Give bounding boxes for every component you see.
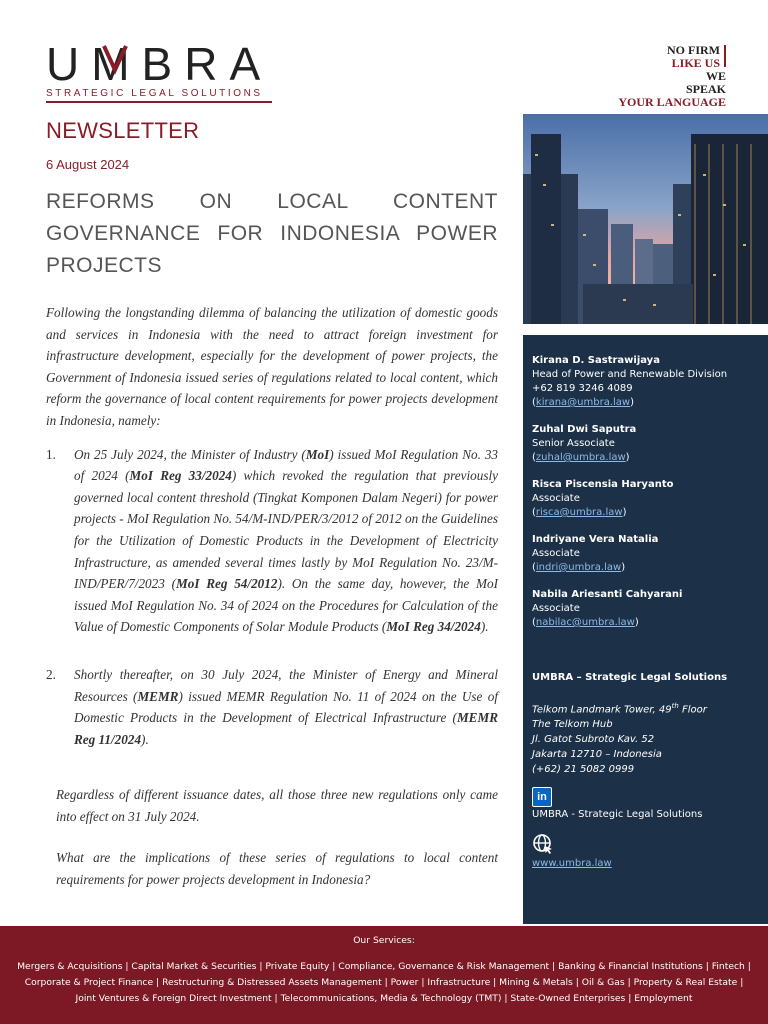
contact-role: Senior Associate bbox=[532, 438, 615, 449]
contact-phone: +62 819 3246 4089 bbox=[532, 383, 633, 394]
office-address bbox=[532, 699, 707, 777]
tagline-line-3: WE bbox=[705, 69, 726, 83]
term-bold: MoI Reg 54/2012 bbox=[176, 576, 278, 592]
contact-card: Indriyane Vera Natalia Associate (indri@umbra.law) bbox=[532, 533, 762, 575]
contacts-sidebar bbox=[523, 335, 768, 924]
address-line: Floor bbox=[678, 704, 707, 716]
logo-subtitle: STRATEGIC LEGAL SOLUTIONS bbox=[46, 88, 263, 99]
term-bold: MoI bbox=[305, 446, 330, 462]
article-intro: Following the longstanding dilemma of balancing the utilization of domestic goods and services in Indonesia with the need to attract foreign investment for infrastructure development, especially for the development of power projects, the Government of Indonesia issued series of regulations related to local content, which reform the governance of local content requirements for power projects development in Indonesia, namely: bbox=[46, 305, 498, 428]
contact-name: Zuhal Dwi Saputra bbox=[532, 424, 637, 435]
firm-name: UMBRA – Strategic Legal Solutions bbox=[532, 672, 728, 683]
contact-email-link[interactable]: zuhal@umbra.law bbox=[535, 452, 626, 463]
article-body bbox=[46, 302, 498, 891]
umbra-logo bbox=[46, 40, 276, 103]
contact-name: Risca Piscensia Haryanto bbox=[532, 479, 674, 490]
term-bold: MoI Reg 34/2024 bbox=[386, 619, 481, 635]
website-link[interactable]: www.umbra.law bbox=[532, 858, 612, 869]
list-item bbox=[46, 664, 498, 750]
contact-email-link[interactable]: indri@umbra.law bbox=[535, 562, 622, 573]
tagline bbox=[618, 44, 726, 109]
address-line: Jakarta 12710 – Indonesia bbox=[532, 749, 662, 761]
address-superscript: th bbox=[671, 702, 679, 710]
article-title: REFORMS ON LOCAL CONTENT GOVERNANCE FOR INDONESIA POWER PROJECTS bbox=[46, 190, 498, 277]
contact-card: Kirana D. Sastrawijaya Head of Power and Renewable Division +62 819 3246 4089 (kirana@umbra.law) bbox=[532, 354, 762, 410]
list-text: Shortly thereafter, on 30 July 2024, the Minister of Energy and Mineral Resources ( bbox=[74, 666, 498, 704]
contact-email-link[interactable]: kirana@umbra.law bbox=[535, 397, 631, 408]
term-bold: MEMR Reg 11/2024 bbox=[74, 710, 498, 747]
services-footer bbox=[0, 926, 768, 1024]
tagline-line-5: YOUR LANGUAGE bbox=[618, 95, 726, 109]
list-text: On 25 July 2024, the Minister of Industry ( bbox=[74, 446, 306, 462]
term-bold: MoI Reg 33/2024 bbox=[129, 468, 232, 484]
contact-card: Zuhal Dwi Saputra Senior Associate (zuhal@umbra.law) bbox=[532, 423, 762, 465]
tagline-line-4: SPEAK bbox=[685, 82, 726, 96]
contact-role: Head of Power and Renewable Division bbox=[532, 369, 728, 380]
list-text: ). On the same day, however, the MoI issued MoI Regulation No. 34 of 2024 on the Procedures for Calculation of the Value of Domestic Components of Solar Module Products ( bbox=[74, 576, 498, 635]
globe-icon[interactable] bbox=[532, 833, 554, 855]
section-label: NEWSLETTER bbox=[46, 118, 200, 143]
contact-card: Nabila Ariesanti Cahyarani Associate (nabilac@umbra.law) bbox=[532, 588, 762, 630]
city-skyline-photo bbox=[523, 114, 768, 324]
list-text: ) issued MEMR Regulation No. 11 of 2024 on the Use of Domestic Products in the Development of Electrical Infrastructure ( bbox=[74, 688, 498, 726]
services-title: Our Services: bbox=[353, 935, 415, 946]
tagline-line-1: NO FIRM bbox=[667, 43, 720, 57]
umbra-logo-mark bbox=[46, 40, 276, 88]
issue-date: 6 August 2024 bbox=[46, 157, 130, 172]
contact-role: Associate bbox=[532, 548, 580, 559]
list-text: ). bbox=[141, 731, 149, 747]
logo-underline bbox=[46, 101, 272, 103]
contact-role: Associate bbox=[532, 603, 580, 614]
logo-wordmark: UMBRA bbox=[46, 40, 273, 88]
list-number: 1. bbox=[46, 446, 56, 462]
question-paragraph: What are the implications of these series of regulations to local content requirements for power projects development in Indonesia? bbox=[56, 850, 498, 888]
contact-name: Nabila Ariesanti Cahyarani bbox=[532, 589, 683, 600]
regulation-list bbox=[46, 444, 498, 751]
contact-role: Associate bbox=[532, 493, 580, 504]
tagline-line-2: LIKE US bbox=[671, 56, 720, 70]
address-line: Telkom Landmark Tower, 49 bbox=[532, 704, 672, 716]
list-item bbox=[46, 444, 498, 638]
linkedin-icon[interactable]: in bbox=[532, 787, 552, 807]
contact-email-link[interactable]: nabilac@umbra.law bbox=[535, 617, 635, 628]
contact-email-link[interactable]: risca@umbra.law bbox=[535, 507, 623, 518]
contact-card: Risca Piscensia Haryanto Associate (risca@umbra.law) bbox=[532, 478, 762, 520]
office-phone: (+62) 21 5082 0999 bbox=[532, 764, 635, 776]
address-line: The Telkom Hub bbox=[532, 719, 613, 731]
linkedin-label[interactable]: UMBRA - Strategic Legal Solutions bbox=[532, 809, 703, 820]
list-text: ) which revoked the regulation that previously governed local content threshold (Tingkat Komponen Dalam Negeri) for power projects - MoI Regulation No. 54/M-IND/PER/3/2012 of 2012 on the Guidelines for the Utilization of Domestic Products in the Development of Electricity Infrastructure, as amended several times lastly by MoI Regulation No. 23/M-IND/PER/7/2023 ( bbox=[74, 468, 499, 592]
address-line: Jl. Gatot Subroto Kav. 52 bbox=[532, 734, 655, 746]
effective-date-paragraph: Regardless of different issuance dates, all those three new regulations only came into effect on 31 July 2024. bbox=[56, 787, 498, 824]
list-text: ) issued MoI Regulation No. 33 of 2024 ( bbox=[74, 446, 499, 484]
contact-name: Indriyane Vera Natalia bbox=[532, 534, 659, 545]
contact-name: Kirana D. Sastrawijaya bbox=[532, 355, 660, 366]
term-bold: MEMR bbox=[137, 688, 179, 704]
list-number: 2. bbox=[46, 666, 56, 682]
services-list: Mergers & Acquisitions | Capital Market & Securities | Private Equity | Compliance, Governance & Risk Management | Banking & Financial Institutions | Fintech | Corporate & Project Finance | Restructuring & Distressed Assets Management | Power | Infrastructure | Mining & Metals | Oil & Gas | Property & Real Estate | Joint Ventures & Foreign Direct Investment | Telecommunications, Media & Technology (TMT) | State-Owned Enterprises | Employment bbox=[17, 961, 751, 1004]
list-text: ). bbox=[480, 619, 489, 635]
